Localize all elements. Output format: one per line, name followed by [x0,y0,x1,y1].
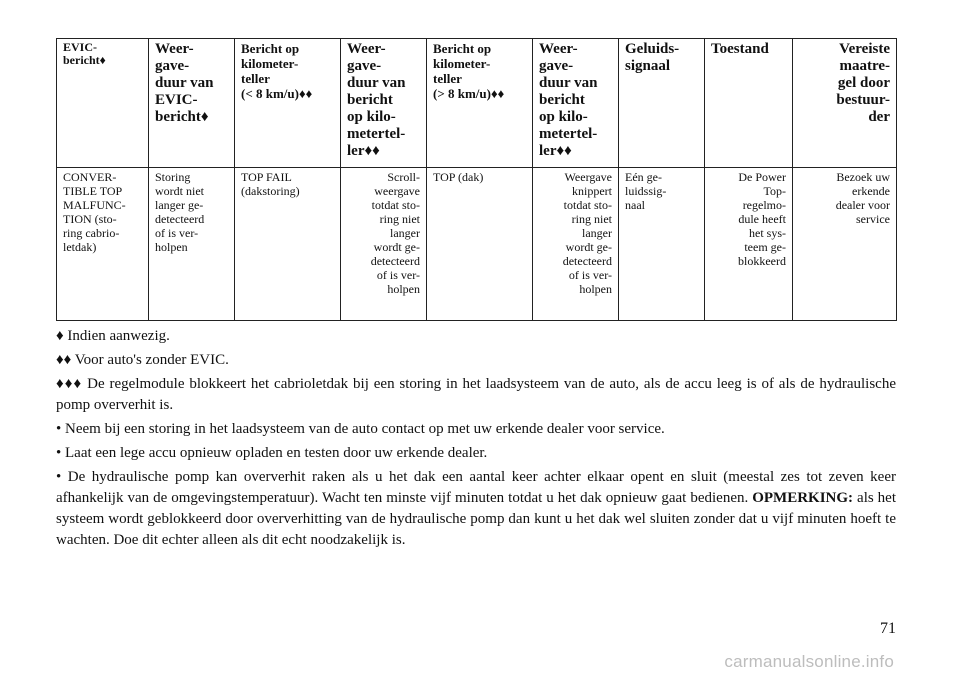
header-odometer-fast-duration: Weer- gave- duur van bericht op kilo- metertel- ler♦♦ [533,39,619,168]
cell-odometer-slow-duration: Scroll- weergave totdat sto- ring niet langer wordt ge- detecteerd of is ver- holpen [341,168,427,321]
header-odometer-slow-duration: Weer- gave- duur van bericht op kilo- metertel- ler♦♦ [341,39,427,168]
footnote-2: ♦♦ Voor auto's zonder EVIC. [56,352,229,368]
table-row [57,168,897,321]
header-chime: Geluids- signaal [619,39,705,168]
bullet-charging-system: • Neem bij een storing in het laadsysteem van de auto contact op met uw erkende dealer voor service. [56,421,665,437]
header-evic-message: EVIC- bericht♦ [57,39,149,168]
header-evic-duration: Weer- gave- duur van EVIC- bericht♦ [149,39,235,168]
cell-evic-duration: Storing wordt niet langer ge- detecteerd of is ver- holpen [149,168,235,321]
header-odometer-slow: Bericht op kilometer- teller (< 8 km/u)♦♦ [235,39,341,168]
header-condition: Toestand [705,39,793,168]
footnote-1: ♦ Indien aanwezig. [56,328,170,344]
bullet-hydraulic-pump [56,467,896,551]
note-text: als het systeem wordt geblokkeerd door oververhitting van de hydraulische pomp dan kunt u het dak wel sluiten zonder dat u vijf minuten hoeft te wachten. Doe dit echter alleen als dit echt noodzakelijk is. [56,490,897,548]
cell-condition: De Power Top- regelmo- dule heeft het sys- teem ge- blokkeerd [705,168,793,321]
header-driver-action: Vereiste maatre- gel door bestuur- der [793,39,897,168]
note-label: OPMERKING: [752,490,854,506]
footnotes [56,326,896,554]
cell-odometer-fast: TOP (dak) [427,168,533,321]
table-header-row [57,39,897,168]
cell-evic-message: CONVER- TIBLE TOP MALFUNC- TION (sto- ring cabrio- letdak) [57,168,149,321]
page-number: 71 [880,620,896,637]
bullet-hydraulic-pump-text: • De hydraulische pomp kan oververhit raken als u het dak een aantal keer achter elkaar opent en sluit (meestal zes tot zeven keer afhankelijk van de omgevingstemperatuur). Wacht ten minste vijf minuten totdat u het dak opnieuw gaat bedienen. [56,469,896,506]
footnote-3: ♦♦♦ De regelmodule blokkeert het cabrioletdak bij een storing in het laadsysteem van de auto, als de accu leeg is of als de hydraulische pomp oververhit is. [56,376,896,413]
watermark: carmanualsonline.info [724,652,894,671]
cell-chime: Eén ge- luidssig- naal [619,168,705,321]
cell-odometer-slow: TOP FAIL (dakstoring) [235,168,341,321]
header-odometer-fast: Bericht op kilometer- teller (> 8 km/u)♦♦ [427,39,533,168]
evic-message-table [56,38,897,321]
cell-odometer-fast-duration: Weergave knippert totdat sto- ring niet langer wordt ge- detecteerd of is ver- holpen [533,168,619,321]
bullet-battery: • Laat een lege accu opnieuw opladen en testen door uw erkende dealer. [56,445,488,461]
cell-driver-action: Bezoek uw erkende dealer voor service [793,168,897,321]
